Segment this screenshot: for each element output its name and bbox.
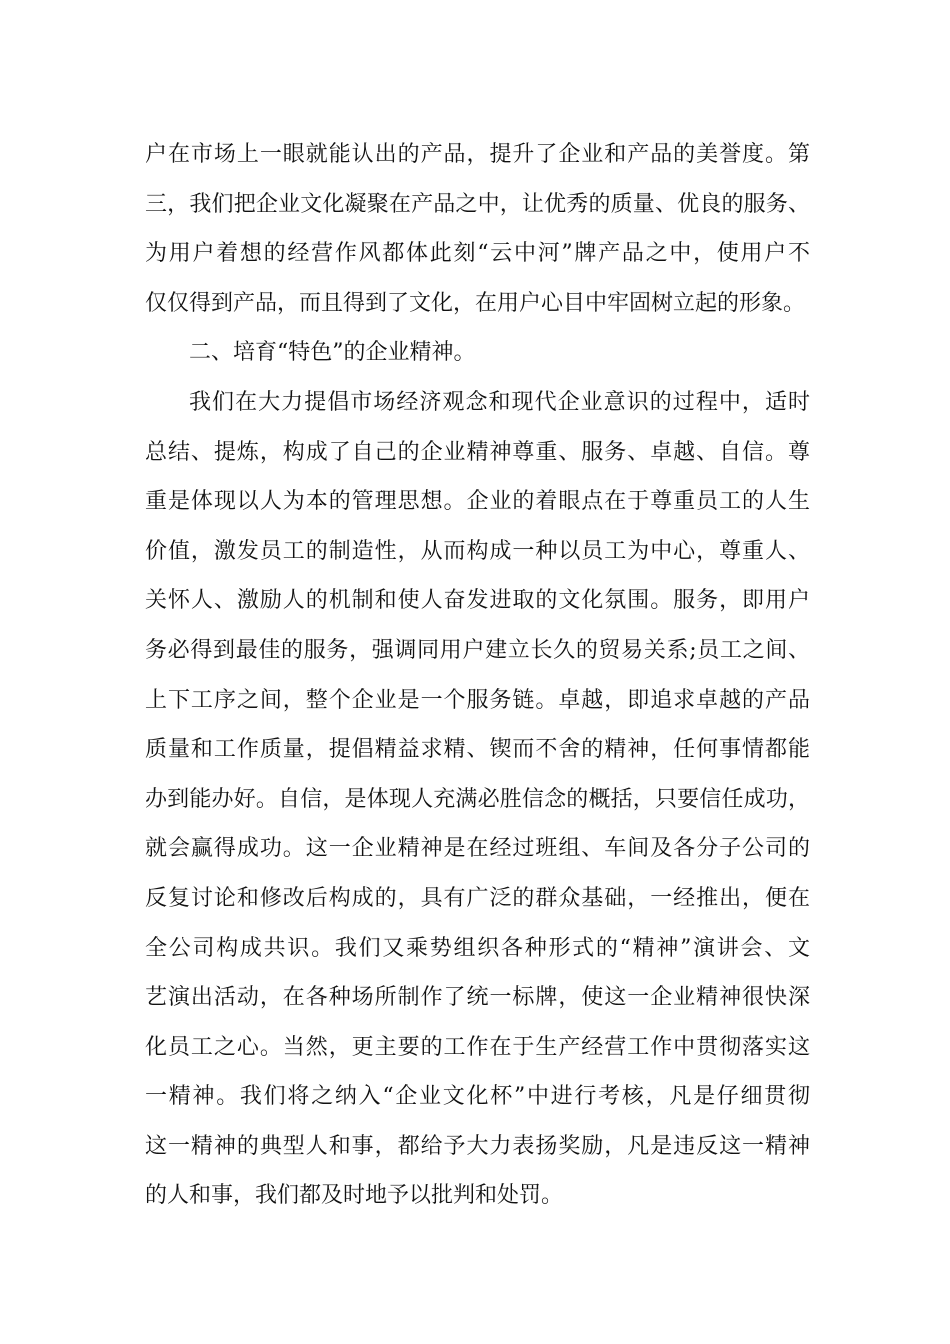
text-line: 上下工序之间，整个企业是一个服务链。卓越，即追求卓越的产品 — [145, 687, 810, 713]
text-line: 重是体现以人为本的管理思想。企业的着眼点在于尊重员工的人生 — [145, 489, 810, 515]
text-line: 仅仅得到产品，而且得到了文化，在用户心目中牢固树立起的形象。 — [145, 290, 806, 316]
text-line: 全公司构成共识。我们又乘势组织各种形式的“精神”演讲会、文 — [145, 935, 810, 961]
text-line: 化员工之心。当然，更主要的工作在于生产经营工作中贯彻落实这 — [145, 1034, 810, 1060]
text-line: 务必得到最佳的服务，强调同用户建立长久的贸易关系;员工之间、 — [145, 637, 810, 663]
text-line: 质量和工作质量，提倡精益求精、锲而不舍的精神，任何事情都能 — [145, 737, 810, 763]
text-line: 价值，激发员工的制造性，从而构成一种以员工为中心，尊重人、 — [145, 538, 810, 564]
text-line: 我们在大力提倡市场经济观念和现代企业意识的过程中，适时 — [189, 389, 810, 415]
text-line: 的人和事，我们都及时地予以批判和处罚。 — [145, 1183, 564, 1209]
text-line: 关怀人、激励人的机制和使人奋发进取的文化氛围。服务，即用户 — [145, 588, 810, 614]
text-line: 一精神。我们将之纳入“企业文化杯”中进行考核，凡是仔细贯彻 — [145, 1084, 810, 1110]
text-line: 艺演出活动，在各种场所制作了统一标牌，使这一企业精神很快深 — [145, 985, 810, 1011]
text-line: 办到能办好。自信，是体现人充满必胜信念的概括，只要信任成功， — [145, 786, 810, 812]
text-line: 户在市场上一眼就能认出的产品，提升了企业和产品的美誉度。第 — [145, 142, 810, 167]
text-line: 总结、提炼，构成了自己的企业精神尊重、服务、卓越、自信。尊 — [145, 439, 810, 465]
text-line: 为用户着想的经营作风都体此刻“云中河”牌产品之中，使用户不 — [145, 241, 810, 267]
document-body — [145, 130, 810, 1221]
text-line: 反复讨论和修改后构成的，具有广泛的群众基础，一经推出，便在 — [145, 885, 810, 911]
section-heading: 二、培育“特色”的企业精神。 — [189, 340, 476, 366]
text-line: 就会赢得成功。这一企业精神是在经过班组、车间及各分子公司的 — [145, 836, 810, 862]
text-line: 三，我们把企业文化凝聚在产品之中，让优秀的质量、优良的服务、 — [145, 191, 810, 217]
text-line: 这一精神的典型人和事，都给予大力表扬奖励，凡是违反这一精神 — [145, 1133, 810, 1159]
